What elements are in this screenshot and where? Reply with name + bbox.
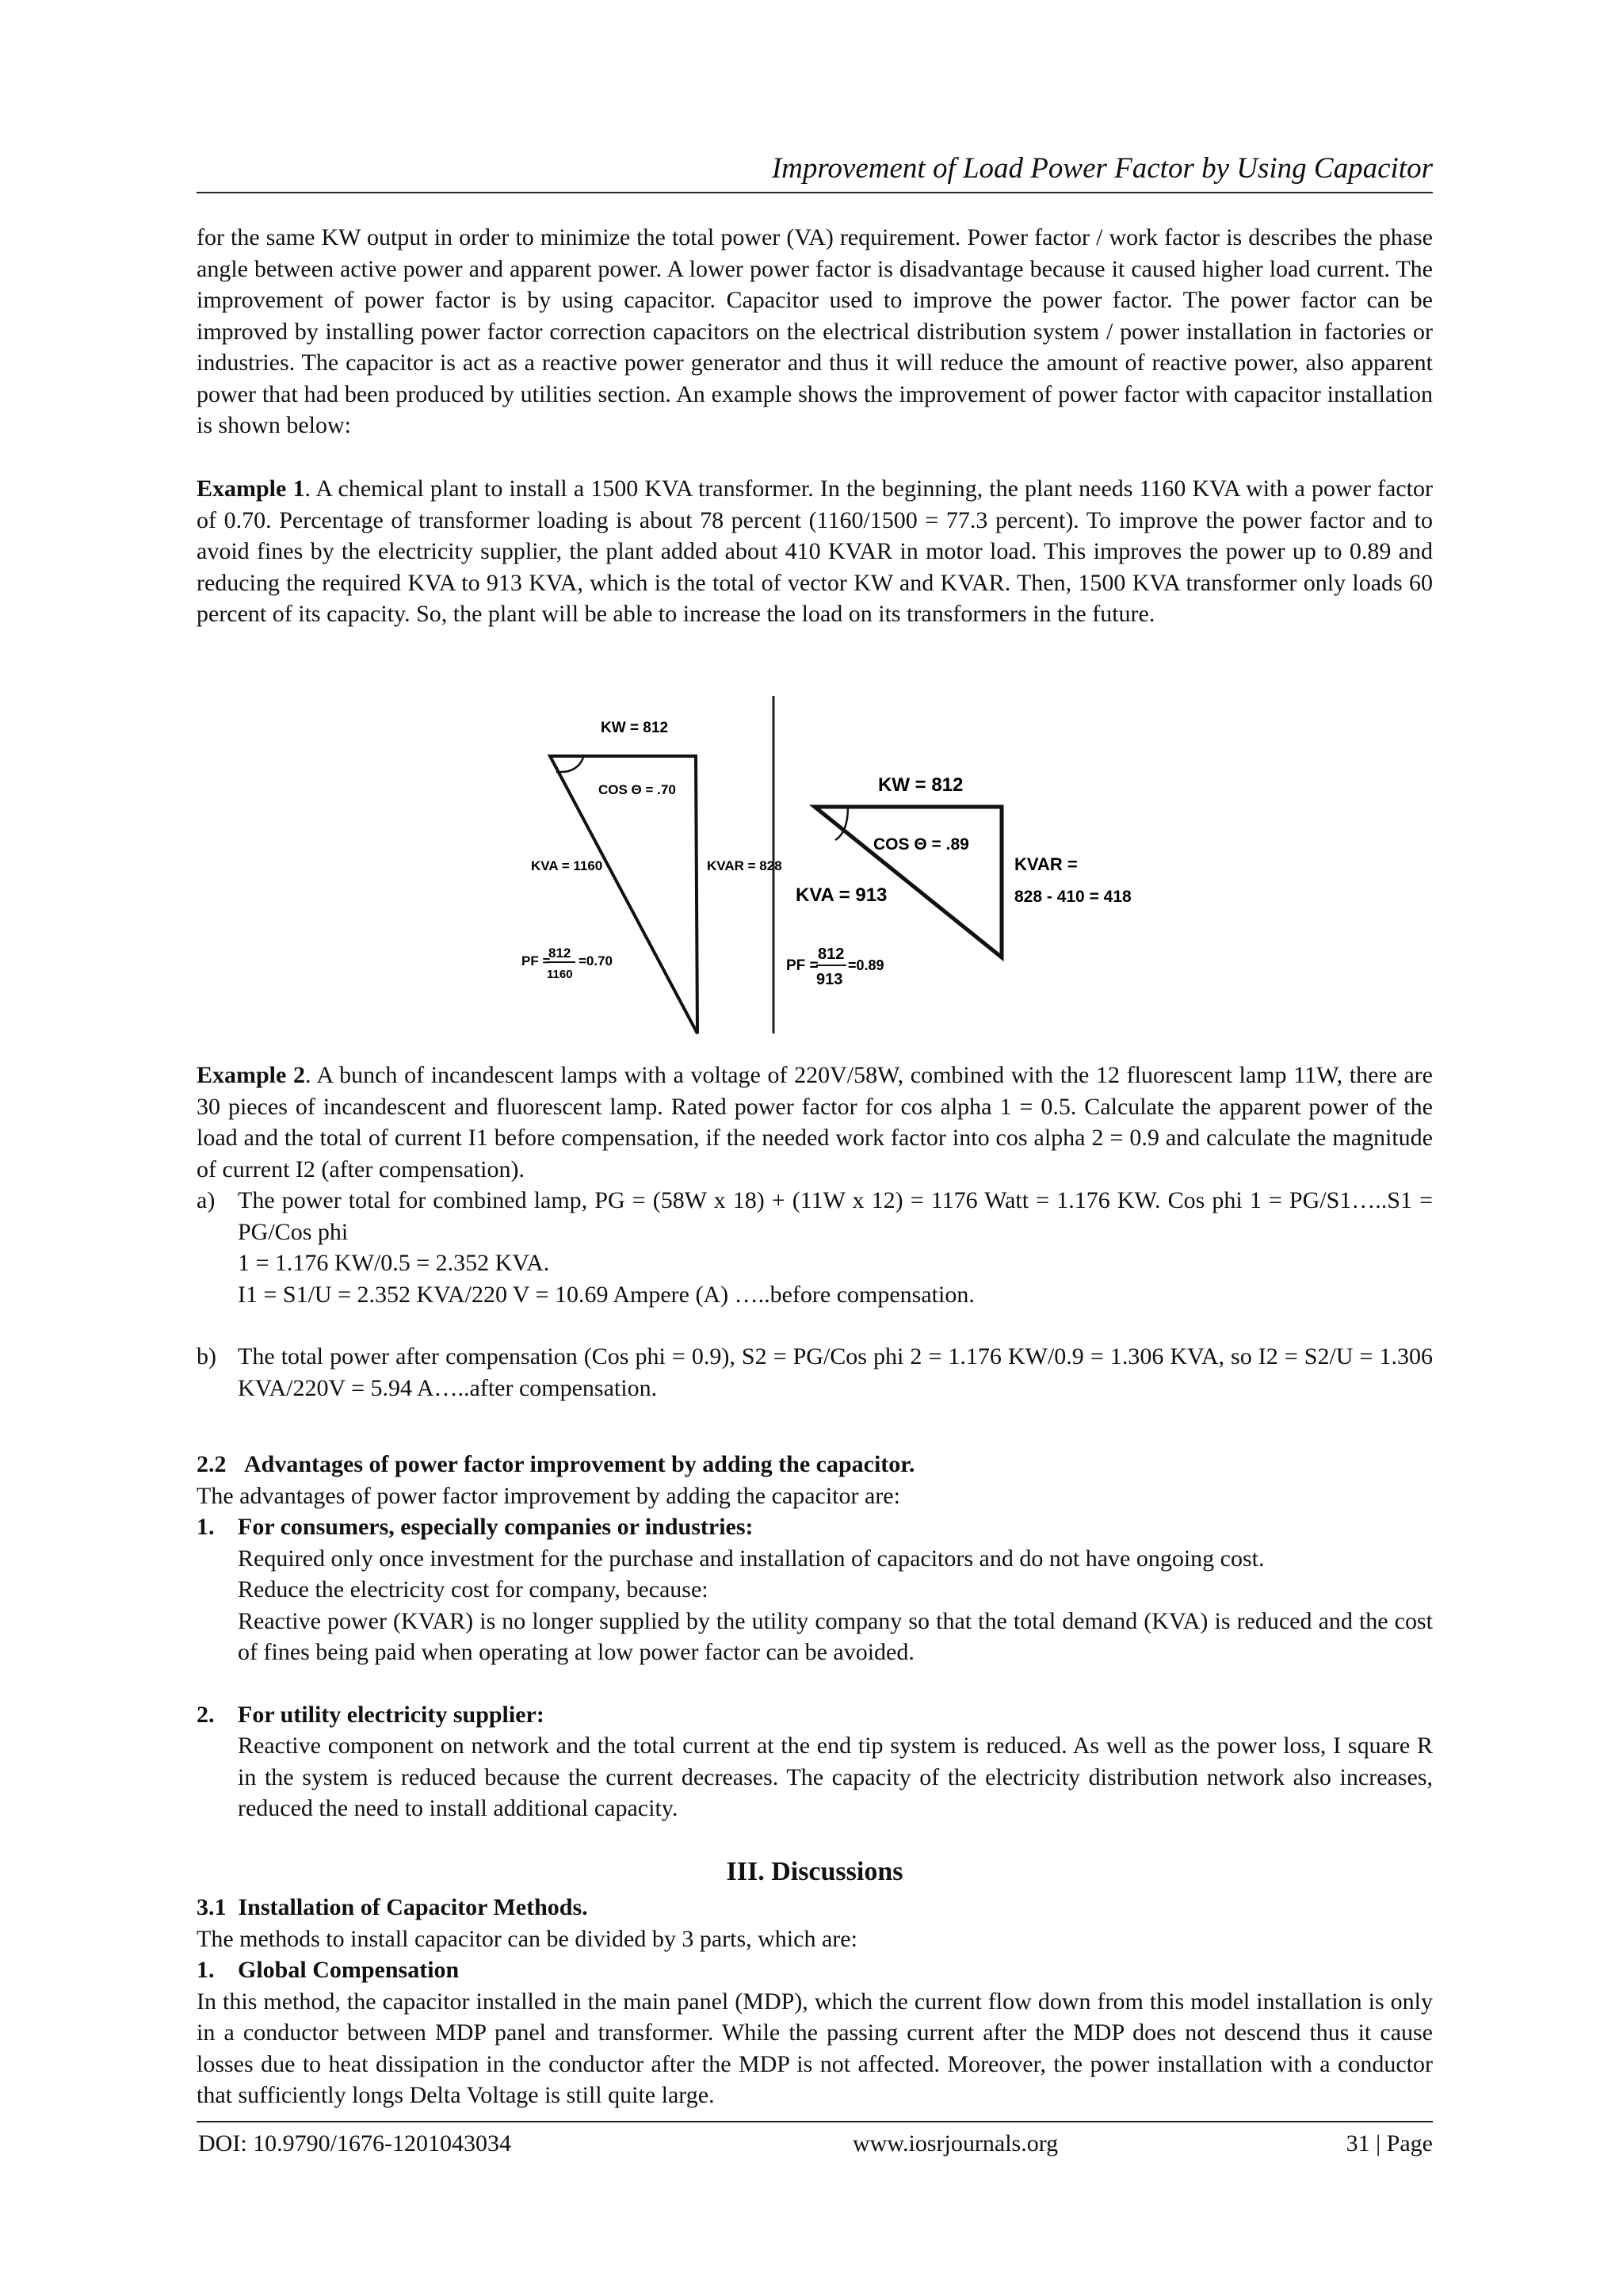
right-pf-prefix: PF = [786, 957, 819, 974]
advantage-item-1 [197, 1511, 1433, 1668]
example-2-item-b [197, 1341, 1433, 1404]
power-triangle-diagram [507, 691, 1157, 1040]
advantage-1-title: For consumers, especially companies or industries: [238, 1514, 754, 1540]
footer-page-number: 31 | Page [1346, 2130, 1433, 2157]
right-kw-label: KW = 812 [878, 774, 964, 796]
advantage-2-marker: 2. [197, 1701, 215, 1728]
item-a-line2: 1 = 1.176 KW/0.5 = 2.352 KVA. [238, 1250, 550, 1276]
power-triangle-figure [507, 691, 1157, 1040]
left-pf-prefix: PF = [521, 953, 551, 968]
section-2-2-intro: The advantages of power factor improvement by adding the capacitor are: [197, 1482, 900, 1509]
example-2-item-a [197, 1185, 1433, 1310]
footer-website: www.iosrjournals.org [853, 2130, 1059, 2157]
advantage-2-p1: Reactive component on network and the total current at the end tip system is reduced. As well as the power loss, I square R in the system is reduced because the current decreases. The capacity of the electricity distribution network also increases, reduced the need to install additional capacity. [238, 1733, 1433, 1821]
advantage-1-p3: Reactive power (KVAR) is no longer supplied by the utility company so that the total demand (KVA) is reduced and the cost of fines being paid when operating at low power factor can be avoided. [238, 1607, 1433, 1665]
footer-rule [197, 2121, 1433, 2122]
right-pf-numerator: 812 [818, 946, 845, 963]
left-angle-arc [556, 758, 583, 772]
method-1-title: Global Compensation [238, 1957, 460, 1983]
left-kw-label: KW = 812 [601, 720, 669, 736]
item-a-line3: I1 = S1/U = 2.352 KVA/220 V = 10.69 Ampere (A) …..before compensation. [238, 1281, 975, 1308]
advantage-item-2 [197, 1699, 1433, 1824]
advantage-1-p2: Reduce the electricity cost for company, because: [238, 1576, 708, 1603]
intro-paragraph: for the same KW output in order to minimize the total power (VA) requirement. Power factor / work factor is describes the phase angle between active power and apparent power. A lower power factor is disadvantage because it caused higher load current. The improvement of power factor is by using capacitor. Capacitor used to improve the power factor. The power factor can be improved by installing power factor correction capacitors on the electrical distribution system / power installation in factories or industries. The capacitor is act as a reactive power generator and thus it will reduce the amount of reactive power, also apparent power that had been produced by utilities section. An example shows the improvement of power factor with capacitor installation is shown below: [197, 224, 1433, 438]
footer-doi: DOI: 10.9790/1676-1201043034 [198, 2130, 511, 2157]
right-cos-label: COS Θ = .89 [873, 835, 969, 854]
section-3-1-intro: The methods to install capacitor can be divided by 3 parts, which are: [197, 1925, 857, 1952]
right-pf-value: =0.89 [848, 957, 884, 973]
right-kva-label: KVA = 913 [796, 884, 888, 906]
right-pf-denominator: 913 [816, 971, 843, 988]
example-1-label: Example 1 [197, 476, 305, 502]
item-a-marker: a) [197, 1187, 216, 1213]
right-power-triangle [815, 807, 1002, 957]
method-item-1 [197, 1954, 1433, 1986]
section-3-1 [197, 1892, 1433, 2111]
left-kva-label: KVA = 1160 [531, 858, 603, 873]
advantage-1-marker: 1. [197, 1514, 215, 1540]
section-3-1-title: 3.1 Installation of Capacitor Methods. [197, 1894, 588, 1920]
right-kvar-label-line1: KVAR = [1014, 854, 1078, 874]
advantage-1-p1: Required only once investment for the purchase and installation of capacitors and do not have ongoing cost. [238, 1545, 1265, 1572]
left-pf-value: =0.70 [579, 953, 613, 968]
item-b-marker: b) [197, 1343, 216, 1370]
right-kvar-label-line2: 828 - 410 = 418 [1014, 888, 1132, 906]
left-power-triangle [550, 756, 697, 1033]
example-2-label: Example 2 [197, 1062, 305, 1088]
example-1-text: . A chemical plant to install a 1500 KVA transformer. In the beginning, the plant needs 1160 KVA with a power factor of 0.70. Percentage of transformer loading is about 78 percent (1160/1500 = 77.3 percent). To improve the power factor and to avoid fines by the electricity supplier, the plant added about 410 KVAR in motor load. This improves the power up to 0.89 and reducing the required KVA to 913 KVA, which is the total of vector KW and KVAR. Then, 1500 KVA transformer only loads 60 percent of its capacity. So, the plant will be able to increase the load on its transformers in the future. [197, 476, 1433, 627]
item-b-text: The total power after compensation (Cos phi = 0.9), S2 = PG/Cos phi 2 = 1.176 KW/0.9 = 1.306 KVA, so I2 = S2/U = 1.306 KVA/220V = 5.94 A…..after compensation. [238, 1343, 1433, 1401]
example-2-block [197, 1060, 1433, 1404]
section-2-2-title: 2.2 Advantages of power factor improvement by adding the capacitor. [197, 1451, 915, 1477]
method-1-marker: 1. [197, 1957, 215, 1983]
advantage-2-title: For utility electricity supplier: [238, 1701, 544, 1728]
section-2-2 [197, 1449, 1433, 1824]
page-header [197, 152, 1433, 193]
example-1-paragraph [197, 473, 1433, 630]
example-2-paragraph [197, 1060, 1433, 1185]
running-title: Improvement of Load Power Factor by Using Capacitor [771, 152, 1433, 185]
left-cos-label: COS Θ = .70 [598, 782, 676, 797]
example-2-text: . A bunch of incandescent lamps with a voltage of 220V/58W, combined with the 12 fluorescent lamp 11W, there are 30 pieces of incandescent and fluorescent lamp. Rated power factor for cos alpha 1 = 0.5. Calculate the apparent power of the load and the total of current I1 before compensation, if the needed work factor into cos alpha 2 = 0.9 and calculate the magnitude of current I2 (after compensation). [197, 1062, 1433, 1182]
item-a-text: The power total for combined lamp, PG = (58W x 18) + (11W x 12) = 1176 Watt = 1.176 KW. Cos phi 1 = PG/S1…..S1 = PG/Cos phi [238, 1187, 1433, 1245]
section-3-heading: III. Discussions [726, 1857, 903, 1886]
left-pf-denominator: 1160 [547, 968, 573, 981]
left-kvar-label: KVAR = 828 [707, 858, 782, 873]
global-compensation-paragraph: In this method, the capacitor installed in the main panel (MDP), which the current flow down from this model installation is only in a conductor between MDP panel and transformer. While the passing current after the MDP does not descend thus it cause losses due to heat dissipation in the conductor after the MDP is not affected. Moreover, the power installation with a conductor that sufficiently longs Delta Voltage is still quite large. [197, 1988, 1433, 2108]
left-pf-numerator: 812 [548, 946, 571, 961]
